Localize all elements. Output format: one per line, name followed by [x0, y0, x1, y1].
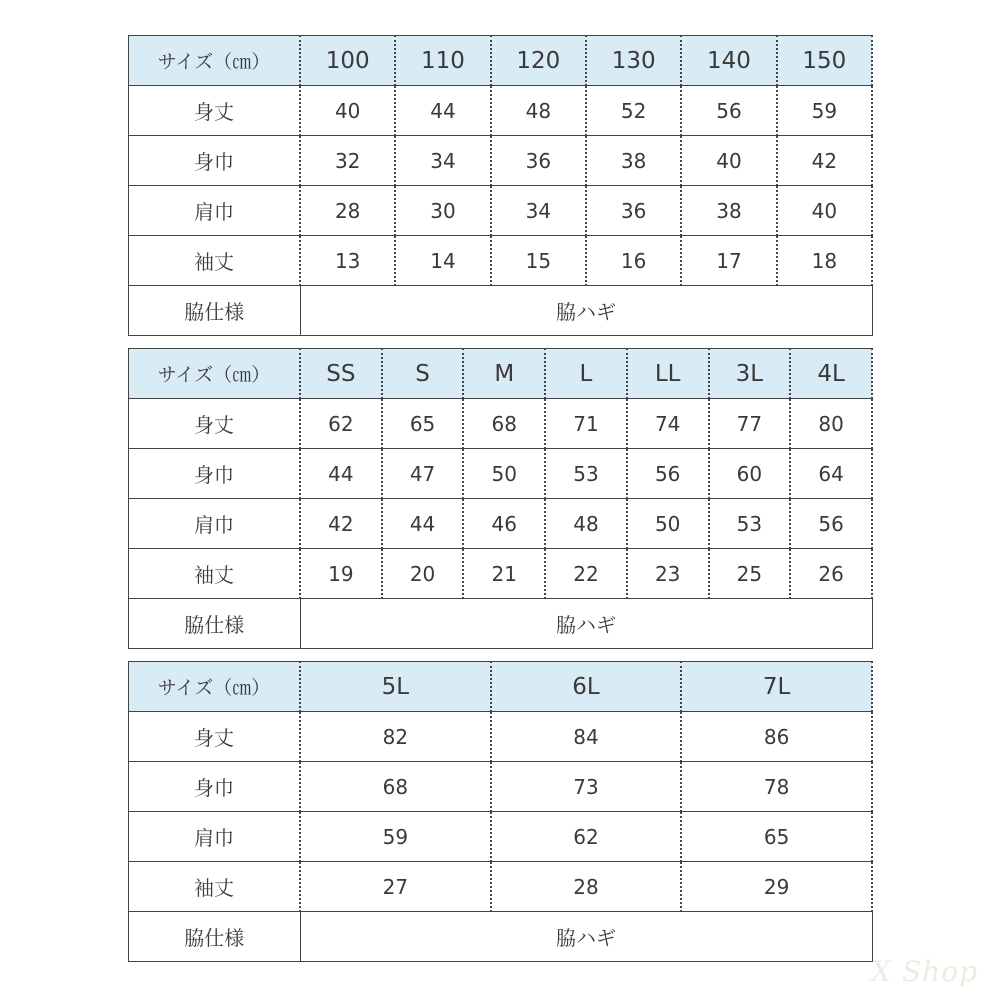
value-cell: 50 — [463, 449, 545, 499]
value-cell: 50 — [627, 499, 709, 549]
table-row — [129, 812, 873, 862]
size-table-adult — [128, 348, 873, 649]
value-cell: 27 — [300, 862, 491, 912]
table-row — [129, 399, 873, 449]
size-cell: 110 — [395, 36, 490, 86]
value-cell: 74 — [627, 399, 709, 449]
side-spec-value: 脇ハギ — [300, 599, 872, 649]
value-cell: 62 — [491, 812, 682, 862]
value-cell: 48 — [491, 86, 586, 136]
value-cell: 17 — [681, 236, 776, 286]
value-cell: 13 — [300, 236, 395, 286]
size-cell: 7L — [681, 662, 872, 712]
size-cell: 5L — [300, 662, 491, 712]
table-row — [129, 236, 873, 286]
size-cell: 130 — [586, 36, 681, 86]
table-row — [129, 136, 873, 186]
table-row — [129, 549, 873, 599]
size-header-label: サイズ（㎝） — [129, 349, 301, 399]
value-cell: 73 — [491, 762, 682, 812]
value-cell: 84 — [491, 712, 682, 762]
size-cell: L — [545, 349, 627, 399]
row-label: 袖丈 — [129, 862, 301, 912]
size-header-label: サイズ（㎝） — [129, 36, 301, 86]
value-cell: 40 — [681, 136, 776, 186]
side-spec-row — [129, 286, 873, 336]
value-cell: 71 — [545, 399, 627, 449]
row-label: 袖丈 — [129, 236, 301, 286]
value-cell: 86 — [681, 712, 872, 762]
value-cell: 18 — [777, 236, 872, 286]
size-cell: SS — [300, 349, 382, 399]
value-cell: 38 — [681, 186, 776, 236]
value-cell: 26 — [790, 549, 872, 599]
value-cell: 82 — [300, 712, 491, 762]
row-label: 肩巾 — [129, 812, 301, 862]
value-cell: 34 — [491, 186, 586, 236]
value-cell: 56 — [681, 86, 776, 136]
table-row — [129, 712, 873, 762]
value-cell: 42 — [300, 499, 382, 549]
value-cell: 34 — [395, 136, 490, 186]
size-cell: M — [463, 349, 545, 399]
side-spec-value: 脇ハギ — [300, 912, 872, 962]
value-cell: 36 — [491, 136, 586, 186]
size-cell: 4L — [790, 349, 872, 399]
row-label: 身巾 — [129, 449, 301, 499]
row-label: 脇仕様 — [129, 599, 301, 649]
value-cell: 19 — [300, 549, 382, 599]
size-cell: 100 — [300, 36, 395, 86]
row-label: 肩巾 — [129, 499, 301, 549]
shop-watermark: X Shop — [871, 955, 978, 988]
value-cell: 16 — [586, 236, 681, 286]
size-cell: 120 — [491, 36, 586, 86]
value-cell: 40 — [300, 86, 395, 136]
value-cell: 40 — [777, 186, 872, 236]
value-cell: 60 — [709, 449, 791, 499]
value-cell: 56 — [627, 449, 709, 499]
value-cell: 28 — [491, 862, 682, 912]
row-label: 身丈 — [129, 399, 301, 449]
row-label: 脇仕様 — [129, 286, 301, 336]
value-cell: 48 — [545, 499, 627, 549]
size-header-label: サイズ（㎝） — [129, 662, 301, 712]
size-cell: 150 — [777, 36, 872, 86]
value-cell: 64 — [790, 449, 872, 499]
size-table-large — [128, 661, 873, 962]
value-cell: 20 — [382, 549, 464, 599]
value-cell: 46 — [463, 499, 545, 549]
table-row — [129, 449, 873, 499]
value-cell: 80 — [790, 399, 872, 449]
value-cell: 38 — [586, 136, 681, 186]
size-cell: LL — [627, 349, 709, 399]
value-cell: 78 — [681, 762, 872, 812]
value-cell: 25 — [709, 549, 791, 599]
table-row — [129, 762, 873, 812]
value-cell: 52 — [586, 86, 681, 136]
value-cell: 53 — [545, 449, 627, 499]
value-cell: 53 — [709, 499, 791, 549]
value-cell: 68 — [463, 399, 545, 449]
value-cell: 15 — [491, 236, 586, 286]
header-row — [129, 349, 873, 399]
row-label: 身丈 — [129, 712, 301, 762]
value-cell: 47 — [382, 449, 464, 499]
value-cell: 68 — [300, 762, 491, 812]
value-cell: 21 — [463, 549, 545, 599]
value-cell: 23 — [627, 549, 709, 599]
value-cell: 44 — [395, 86, 490, 136]
value-cell: 56 — [790, 499, 872, 549]
table-row — [129, 186, 873, 236]
value-cell: 44 — [300, 449, 382, 499]
value-cell: 14 — [395, 236, 490, 286]
value-cell: 62 — [300, 399, 382, 449]
table-row — [129, 862, 873, 912]
table-row — [129, 86, 873, 136]
value-cell: 29 — [681, 862, 872, 912]
value-cell: 32 — [300, 136, 395, 186]
value-cell: 65 — [382, 399, 464, 449]
size-table-kids — [128, 35, 873, 336]
value-cell: 65 — [681, 812, 872, 862]
value-cell: 28 — [300, 186, 395, 236]
row-label: 肩巾 — [129, 186, 301, 236]
value-cell: 59 — [300, 812, 491, 862]
size-cell: 6L — [491, 662, 682, 712]
size-cell: 3L — [709, 349, 791, 399]
side-spec-row — [129, 599, 873, 649]
header-row — [129, 662, 873, 712]
value-cell: 30 — [395, 186, 490, 236]
side-spec-value: 脇ハギ — [300, 286, 872, 336]
value-cell: 44 — [382, 499, 464, 549]
side-spec-row — [129, 912, 873, 962]
value-cell: 42 — [777, 136, 872, 186]
value-cell: 77 — [709, 399, 791, 449]
size-cell: 140 — [681, 36, 776, 86]
row-label: 身巾 — [129, 762, 301, 812]
size-cell: S — [382, 349, 464, 399]
row-label: 身巾 — [129, 136, 301, 186]
value-cell: 22 — [545, 549, 627, 599]
value-cell: 36 — [586, 186, 681, 236]
value-cell: 59 — [777, 86, 872, 136]
table-row — [129, 499, 873, 549]
row-label: 脇仕様 — [129, 912, 301, 962]
row-label: 袖丈 — [129, 549, 301, 599]
header-row — [129, 36, 873, 86]
row-label: 身丈 — [129, 86, 301, 136]
